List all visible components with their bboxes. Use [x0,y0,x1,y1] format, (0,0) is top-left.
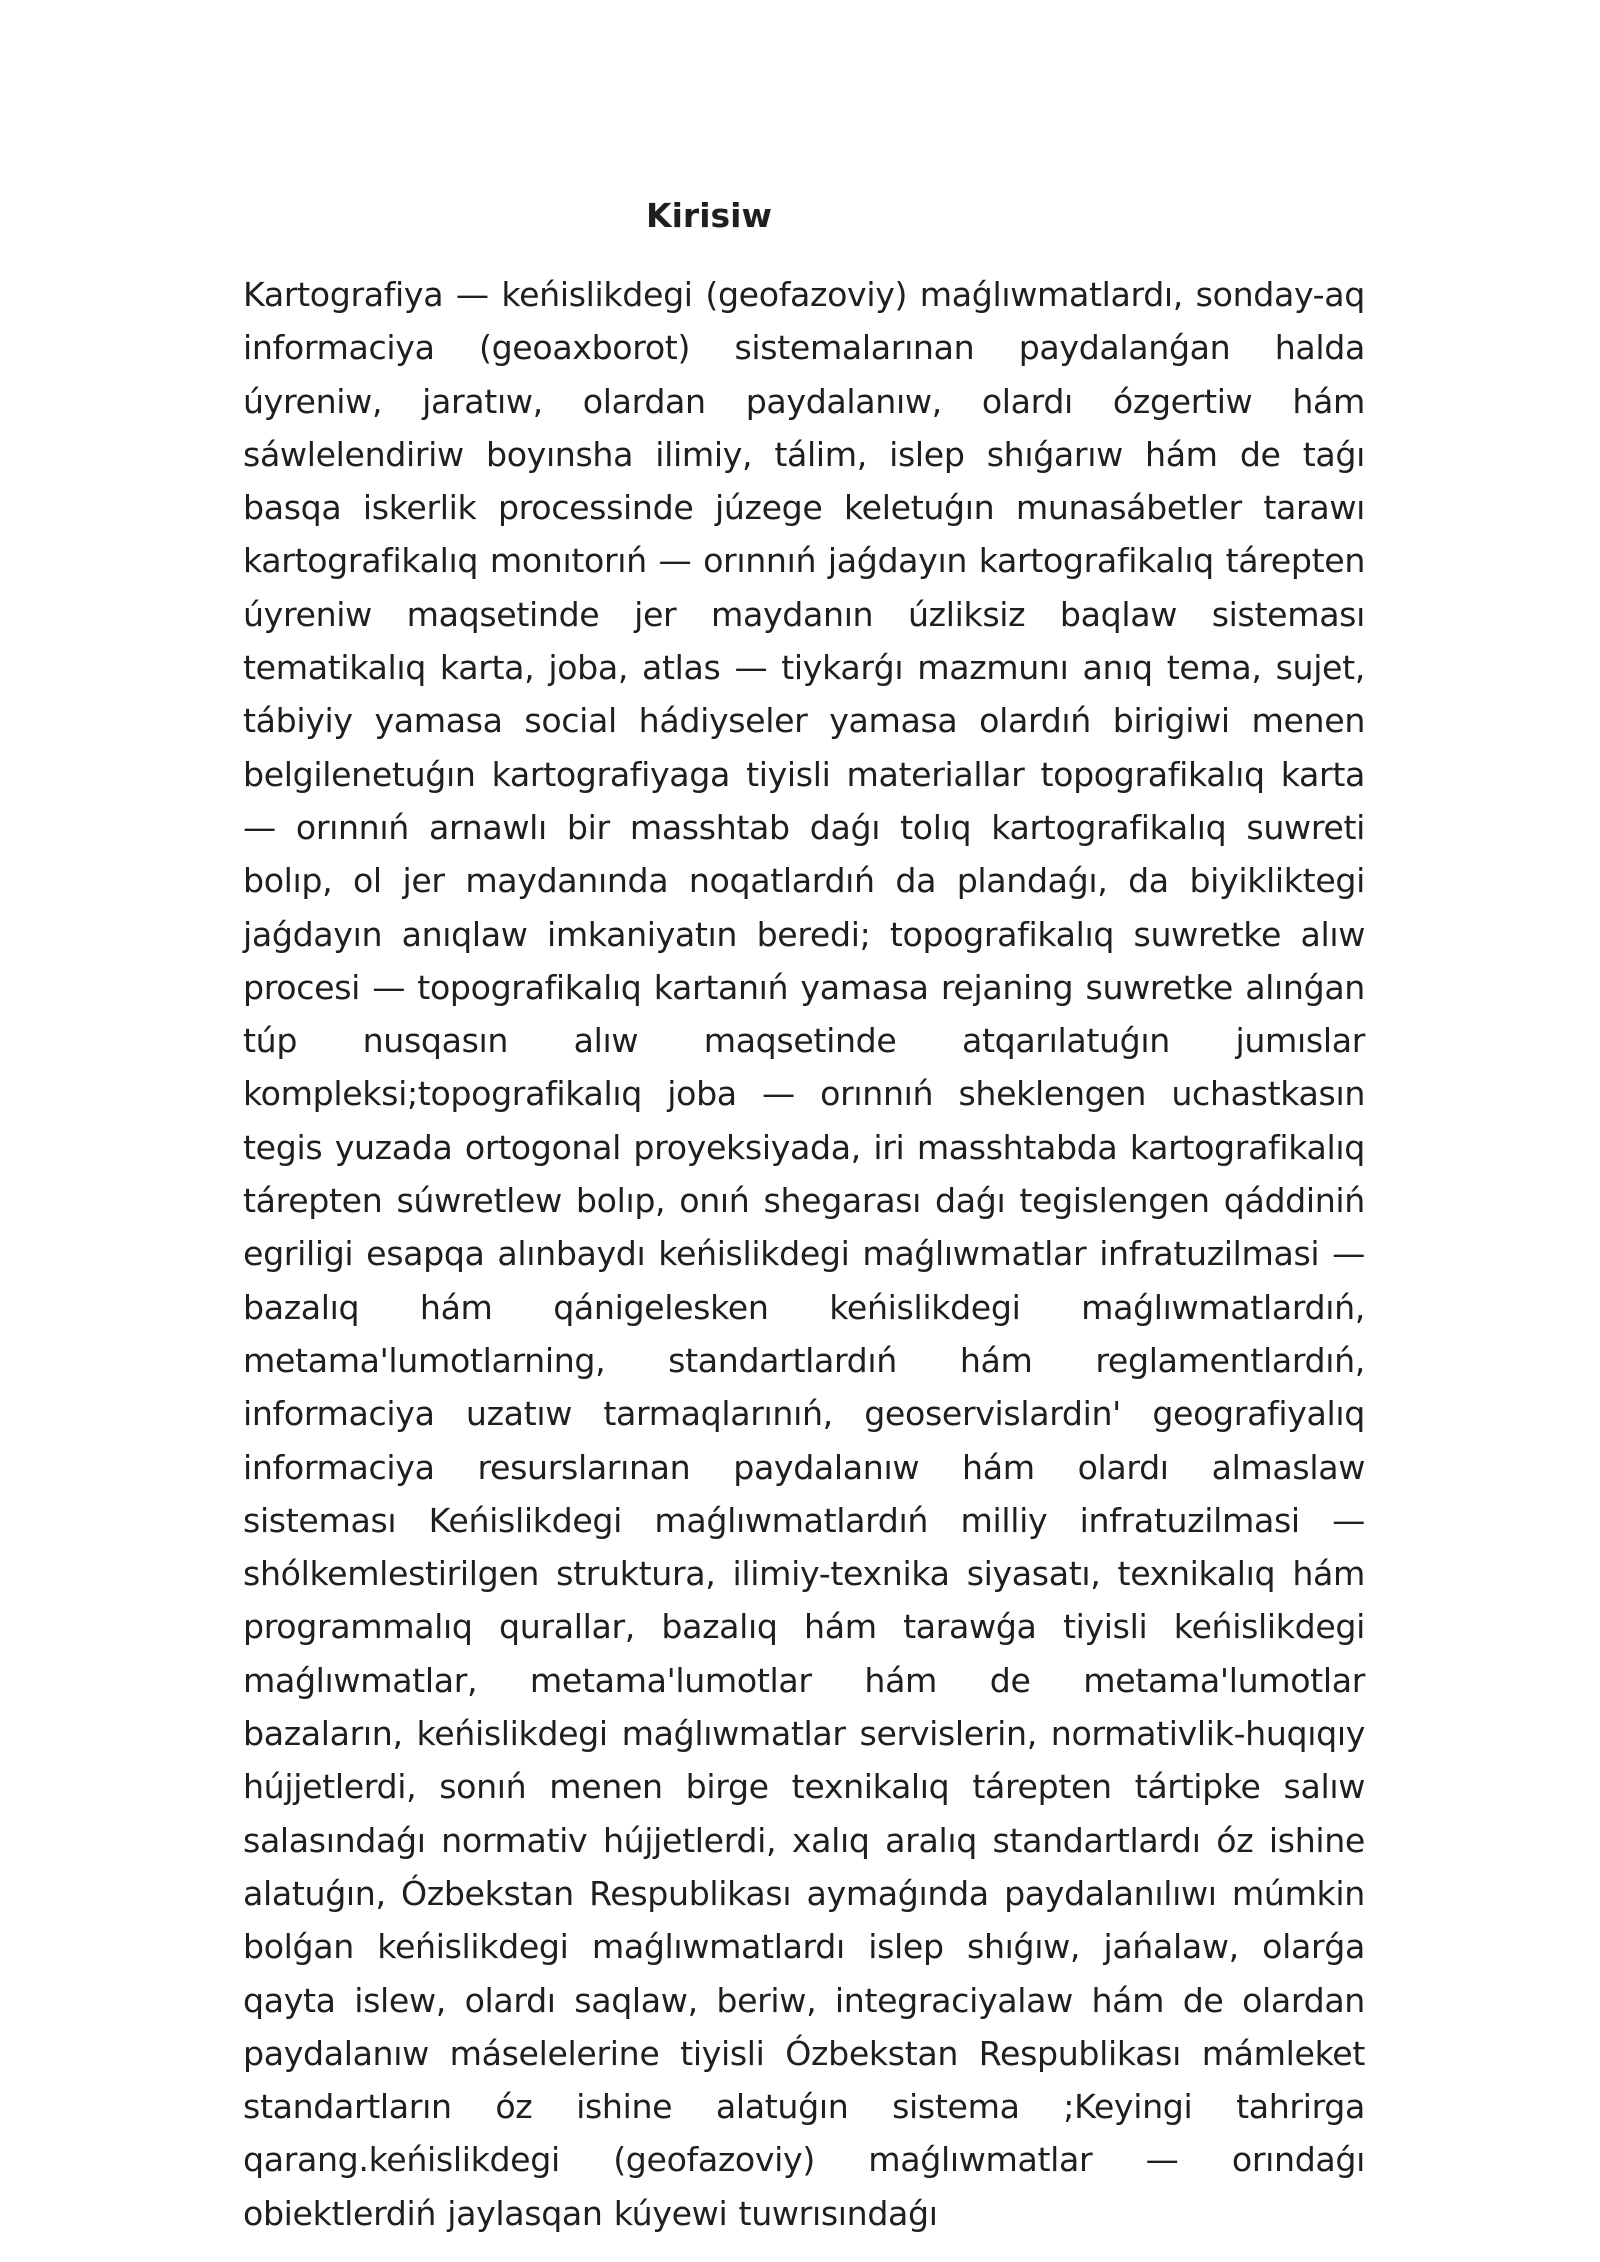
document-title: Kirisiw [646,196,772,235]
body-paragraph: Kartografiya — keńislikdegi (geofazoviy) maǵlıwmatlardı, sonday-aq informaciya (geoaxborot) sistemalarınan paydalanǵan halda úyreniw, jaratıw, olardan paydalanıw, olardı ózgertiw hám sáwlelendiriw boyınsha ilimiy, tálim, islep shıǵarıw hám de taǵı basqa iskerlik processinde júzege keletuǵın munasábetler tarawı kartografikalıq monıtorıń — orınnıń jaǵdayın kartografikalıq tárepten úyreniw maqsetinde jer maydanın úzliksiz baqlaw sisteması tematikalıq karta, joba, atlas — tiykarǵı mazmunı anıq tema, sujet, tábiyiy yamasa social hádiyseler yamasa olardıń birigiwi menen belgilenetuǵın kartografiyaga tiyisli materiallar topografikalıq karta — orınnıń arnawlı bir masshtab daǵı tolıq kartografikalıq suwreti bolıp, ol jer maydanında noqatlardıń da plandaǵı, da biyikliktegi jaǵdayın anıqlaw imkaniyatın beredi; topografikalıq suwretke alıw procesi — topografikalıq kartanıń yamasa rejaning suwretke alınǵan túp nusqasın alıw maqsetinde atqarılatuǵın jumıslar kompleksi;topografikalıq joba — orınnıń sheklengen uchastkasın tegis yuzada ortogonal proyeksiyada, iri masshtabda kartografikalıq tárepten súwretlew bolıp, onıń shegarası daǵı tegislengen qáddiniń egriligi esapqa alınbaydı keńislikdegi maǵlıwmatlar infratuzilmasi — bazalıq hám qánigelesken keńislikdegi maǵlıwmatlardıń, metama'lumotlarning, standartlardıń hám reglamentlardıń, informaciya uzatıw tarmaqlarınıń, geoservislardin' geografiyalıq informaciya resurslarınan paydalanıw hám olardı almaslaw sisteması Keńislikdegi maǵlıwmatlardıń milliy infratuzilmasi — shólkemlestirilgen struktura, ilimiy-texnika siyasatı, texnikalıq hám programmalıq qurallar, bazalıq hám tarawǵa tiyisli keńislikdegi maǵlıwmatlar, metama'lumotlar hám de metama'lumotlar bazaların, keńislikdegi maǵlıwmatlar servislerin, normativlik-huqıqıy hújjetlerdi, sonıń menen birge texnikalıq tárepten tártipke salıw salasındaǵı normativ hújjetlerdi, xalıq aralıq standartlardı óz ishine alatuǵın, Ózbekstan Respublikası aymaǵında paydalanılıwı múmkin bolǵan keńislikdegi maǵlıwmatlardı islep shıǵıw, jańalaw, olarǵa qayta islew, olardı saqlaw, beriw, integraciyalaw hám de olardan paydalanıw máselelerine tiyisli Ózbekstan Respublikası mámleket standartların óz ishine alatuǵın sistema ;Keyingi tahrirga qarang.keńislikdegi (geofazoviy) maǵlıwmatlar — orındaǵı obiektlerdiń jaylasqan kúyewi tuwrısındaǵı [243,275,1365,2233]
